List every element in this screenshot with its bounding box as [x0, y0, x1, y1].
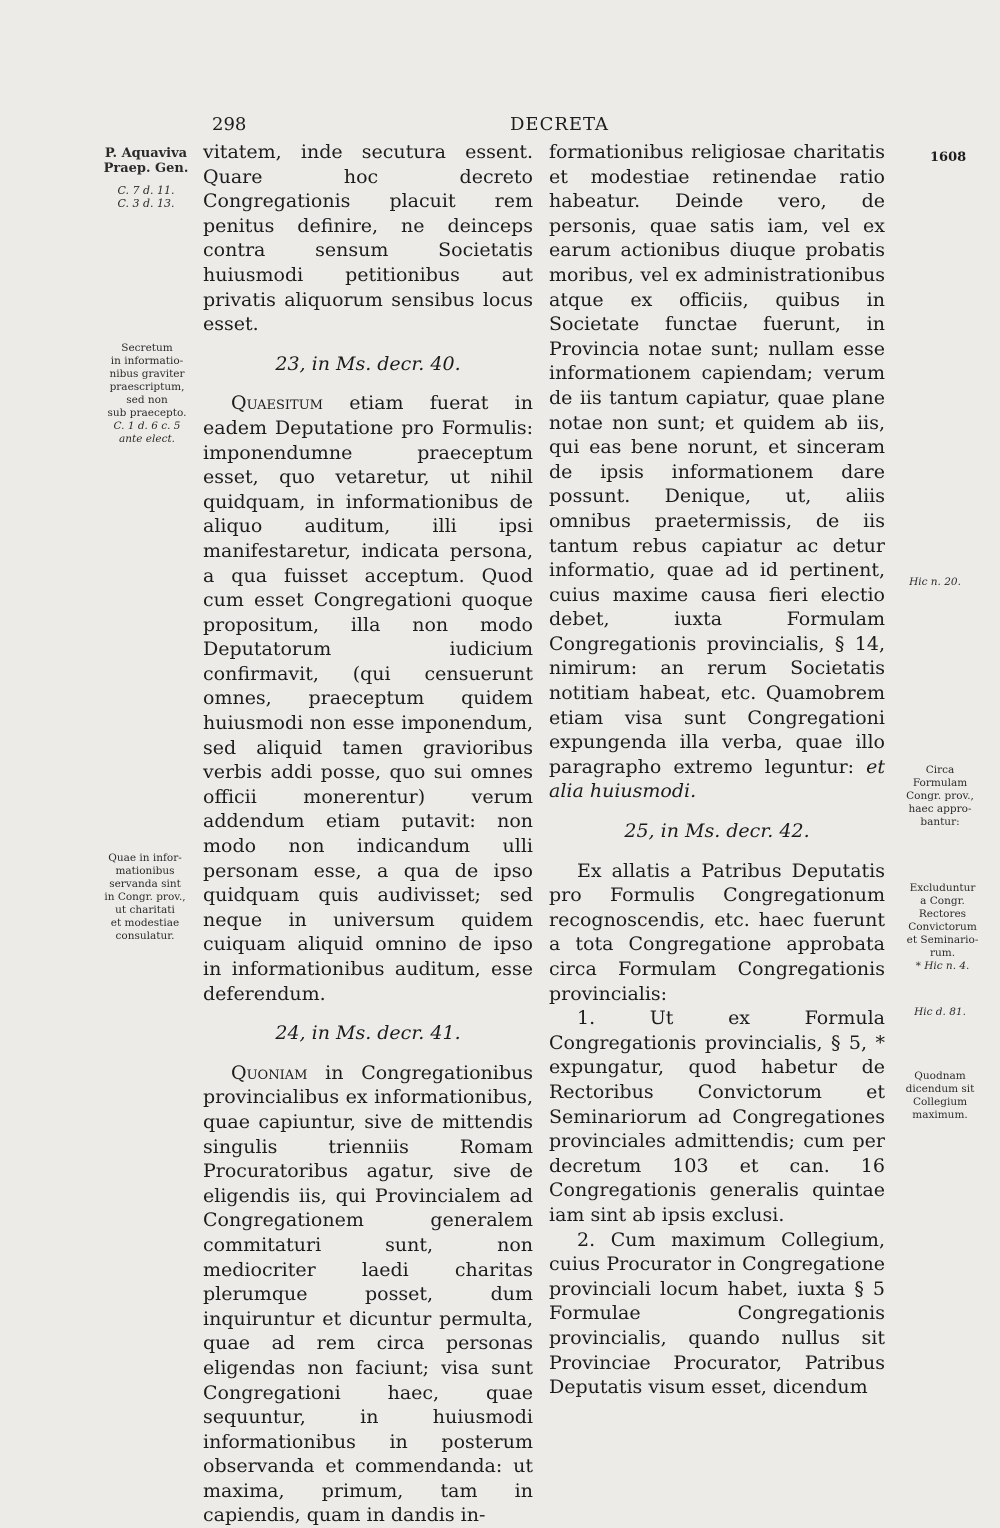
section-heading-25: 25, in Ms. decr. 42. [624, 820, 810, 843]
section-heading-23: 23, in Ms. decr. 40. [275, 352, 461, 375]
paragraph: 1. Ut ex Formula Congregationis provincialis, § 5, * expungatur, quod habetur de Rectoribus Convictorum et Seminariorum ad Congregationes provinciales admittendis; cum per decretum 103 et can. 16 Congregationis generalis quintae iam sint ab ipsis exclusi. [549, 1007, 885, 1226]
note-line: maximum. [912, 1109, 968, 1121]
lead-word: Quoniam [231, 1061, 308, 1084]
note-line: Collegium [912, 1096, 968, 1108]
note-line: in Congr. prov., [104, 891, 186, 903]
section-heading-24: 24, in Ms. decr. 41. [275, 1022, 461, 1045]
paragraph: vitatem, inde secutura essent. Quare hoc decreto Congregationis placuit rem penitus definire, ne deinceps contra sensum Societatis huiusmodi petitionibus aut privatis aliquorum sensibus locus esset. [203, 141, 533, 336]
hic-4-note: * Hic n. 4. [915, 960, 970, 972]
note-line: et modestiae [110, 917, 180, 929]
paragraph-text: in Congregationibus provincialibus ex informationibus, quae capiuntur, sive de mittendis singulis trienniis Romam Procuratoribus agatur, sive de eligendis iis, qui Provincialem ad Congregationem generalem commitaturi sunt, non mediocriter laedi charitas plerumque posset, dum inquiruntur et dicuntur permulta, quae ad rem circa personas eligendas non faciunt; visa sunt Congregationi haec, quae sequuntur, in huiusmodi informationibus in posterum observanda et commendanda: ut maxima, primum, tam in capiendis, quam in dandis in- [203, 1061, 533, 1527]
year-marker: 1608 [930, 150, 967, 165]
note-ref: C. 1 d. 6 c. 5 [113, 420, 181, 432]
note-line: mationibus [115, 865, 175, 877]
ref-2: C. 3 d. 13. [117, 197, 175, 210]
lead-word: Quaesitum [231, 392, 323, 415]
note-line: servanda sint [109, 878, 181, 890]
ref-1: C. 7 d. 11. [117, 184, 175, 197]
hic-20-note: Hic n. 20. [909, 576, 961, 588]
paragraph-text: etiam fuerat in eadem Deputatione pro Formulis: imponendumne praeceptum esset, quo vetaretur, ut nihil quidquam, in informationibus de aliquo auditum, illi ipsi manifestaretur, indicata persona, a qua fuisset acceptum. Quod cum esset Congregationi quoque propositum, illa non modo Deputatorum iudicium confirmavit, (qui censuerunt omnes, praeceptum quidem huiusmodi non esse imponendum, sed aliquid tamen gravioribus verbis addi posse, quo sui omnes officii monerentur) verum addendum etiam putavit: non modo non indicandum ulli personam esse, a qua de ipso quidquam quis audivisset; sed neque in universum quidem cuiquam aliquid omnino de ipso in informationibus auditum, esse deferendum. [203, 392, 533, 1005]
paragraph: Ex allatis a Patribus Deputatis pro Formulis Congregationum recognoscendis, etc. haec fuerunt a tota Congregatione approbata circa Formulam Congregationis provincialis: [549, 859, 885, 1005]
note-line: ut charitati [115, 904, 175, 916]
note-line: Convictorum [908, 921, 977, 933]
paragraph [203, 1061, 533, 1528]
note-line: Congr. prov., [906, 790, 974, 802]
margin-note-quod [895, 1070, 985, 1122]
note-ref: ante elect. [118, 433, 176, 445]
note-line: Formulam [912, 777, 968, 789]
note-line: Quae in infor- [108, 852, 182, 864]
note-line: praescriptum, [109, 381, 185, 393]
note-line: Excluduntur [909, 882, 976, 894]
paragraph-text: formationibus religiosae charitatis et modestiae retinendae ratio habeatur. Deinde vero, de personis, quae satis iam, vel ex earum actionibus diuque probatis moribus, vel ex administrationibus atque ex officiis, quibus in Societate functae fuerunt, in Provincia notae sunt; nullam esse informationem capiendam; verum de iis tantum capiatur, quae plane notae non sunt; et quidem ab iis, qui eas bene norunt, et sinceram de ipsis informationem dare possunt. Denique, ut, aliis omnibus praetermissis, de iis tantum rebus capiatur ac detur informatio, quae ad id pertinent, cuius maxime causa fieri electio debet, iuxta Formulam Congregationis provincialis, § 14, nimirum: an rerum Societatis notitiam habeat, etc. Quamobrem etiam visa sunt Congregationi expungenda illa verba, quae illo paragrapho extremo leguntur: [549, 141, 885, 778]
note-line: Secretum [121, 342, 173, 354]
note-line: a Congr. [920, 895, 965, 907]
margin-note-circa [895, 764, 985, 829]
italic-text: et alia huiusmodi. [549, 755, 885, 803]
author-note [96, 146, 196, 176]
left-column [203, 140, 533, 1528]
note-line: dicendum sit [905, 1083, 975, 1095]
note-line: Quodnam [914, 1070, 966, 1082]
author-line-1: P. Aquaviva [104, 146, 188, 161]
note-line: Rectores [918, 908, 967, 920]
note-line: et Seminario- [906, 934, 979, 946]
note-line: consulatur. [115, 930, 175, 942]
note-line: sub praecepto. [107, 407, 187, 419]
running-head: DECRETA [510, 114, 610, 135]
paragraph [549, 140, 885, 804]
note-line: nibus graviter [109, 368, 185, 380]
hic-d81-note: Hic d. 81. [914, 1006, 966, 1018]
margin-note-exclud [895, 882, 990, 973]
margin-note-quae [85, 852, 205, 943]
note-line: bantur: [920, 816, 960, 828]
paragraph [203, 391, 533, 1006]
note-line: sed non [126, 394, 168, 406]
margin-note-secretum [92, 342, 202, 446]
note-line: rum. [929, 947, 956, 959]
author-line-2: Praep. Gen. [103, 161, 189, 176]
right-column [549, 140, 885, 1400]
note-line: in informatio- [110, 355, 184, 367]
note-line: Circa [925, 764, 955, 776]
note-line: haec appro- [908, 803, 972, 815]
page-number: 298 [212, 114, 247, 135]
paragraph: 2. Cum maximum Collegium, cuius Procurator in Congregatione provinciali locum habet, iuxta § 5 Formulae Congregationis provincialis, quando nullus sit Provinciae Procurator, Patribus Deputatis visum esset, dicendum [549, 1228, 885, 1399]
ref-note [96, 184, 196, 210]
